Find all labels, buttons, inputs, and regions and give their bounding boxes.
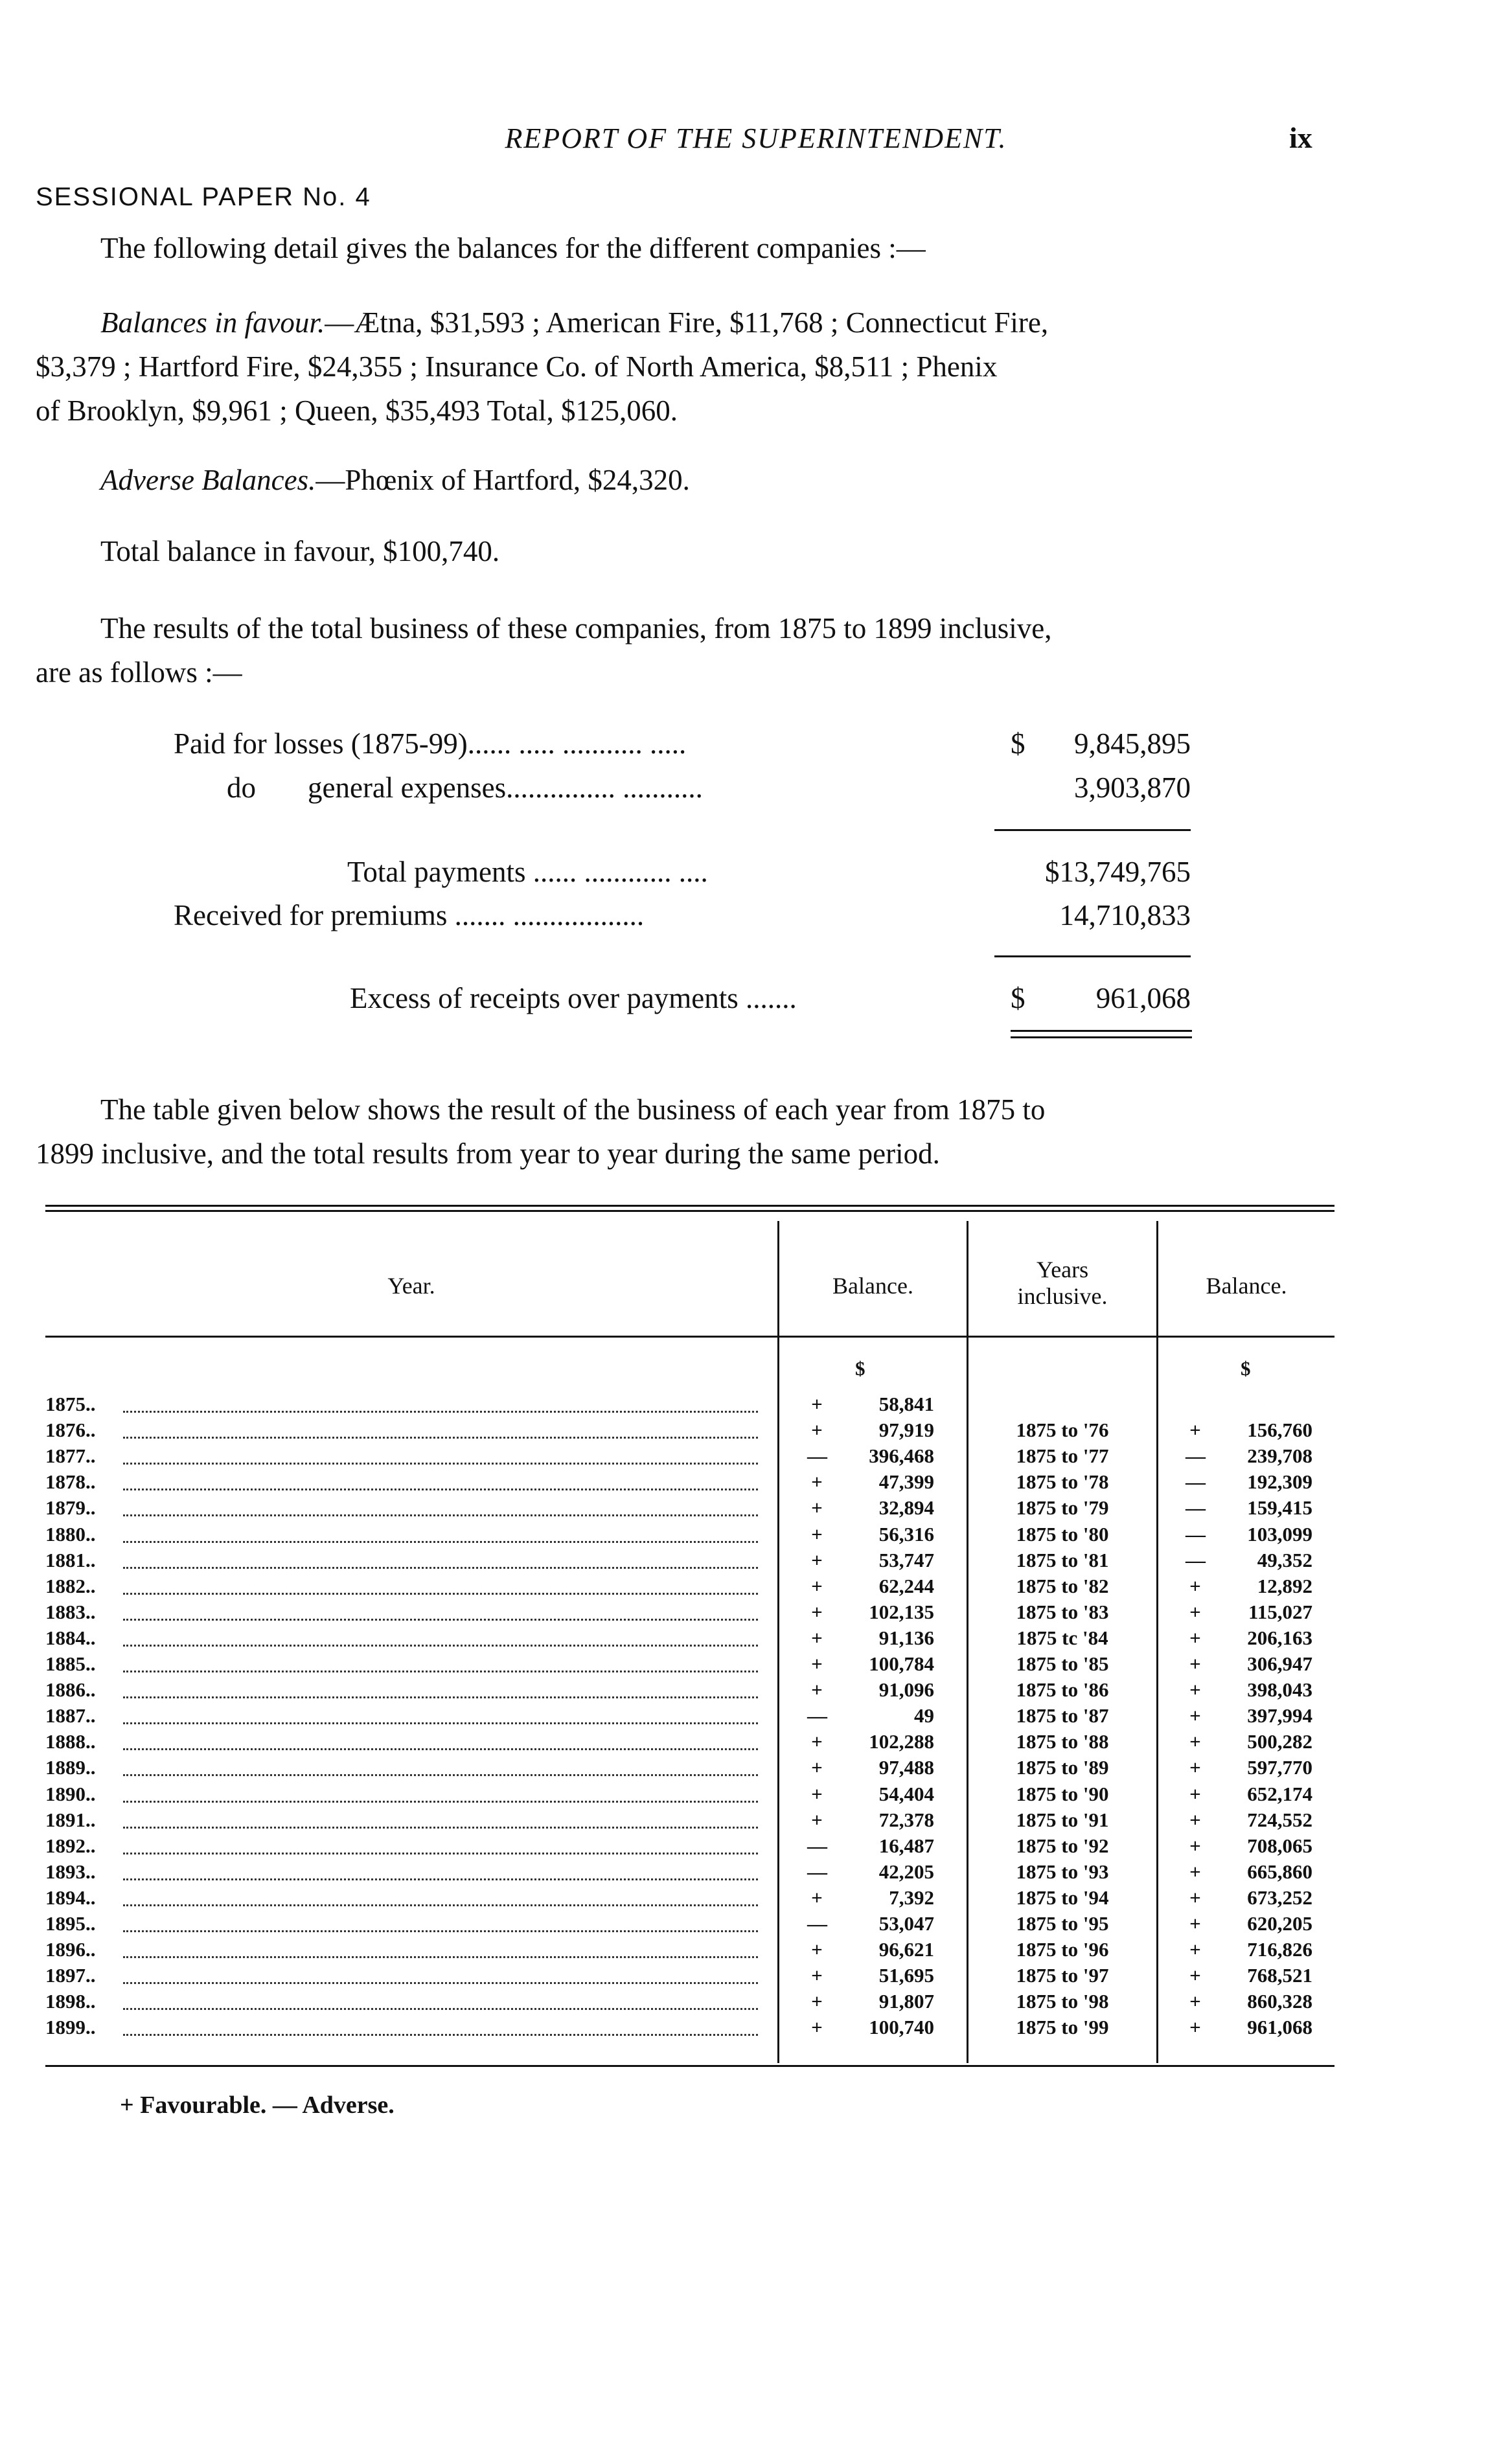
row-sign-cumulative: + bbox=[1189, 1730, 1201, 1753]
row-sign: — bbox=[807, 1860, 827, 1883]
row-leader-dots bbox=[123, 1593, 758, 1595]
row-year: 1895.. bbox=[45, 1912, 96, 1935]
running-head: REPORT OF THE SUPERINTENDENT. bbox=[505, 122, 1007, 154]
row-sign-cumulative: + bbox=[1189, 2016, 1201, 2039]
row-year: 1897.. bbox=[45, 1964, 96, 1987]
row-year: 1878.. bbox=[45, 1470, 96, 1494]
row-balance-cumulative: 49,352 bbox=[1257, 1548, 1312, 1571]
row-sign-cumulative: + bbox=[1189, 1756, 1201, 1779]
row-leader-dots bbox=[123, 1722, 758, 1724]
row-leader-dots bbox=[123, 1619, 758, 1621]
row-year: 1886.. bbox=[45, 1678, 96, 1702]
row-balance-cumulative: 156,760 bbox=[1247, 1419, 1312, 1442]
row-sign: + bbox=[811, 1938, 823, 1961]
unit-dollar-1: $ bbox=[855, 1357, 865, 1380]
row-sign-cumulative: + bbox=[1189, 1574, 1201, 1597]
row-years-range: 1875 to '79 bbox=[1016, 1496, 1109, 1520]
row-balance-cumulative: 500,282 bbox=[1247, 1730, 1312, 1753]
row-year: 1896.. bbox=[45, 1938, 96, 1961]
row-sign: + bbox=[811, 1990, 823, 2013]
row-balance: 53,047 bbox=[878, 1912, 934, 1935]
row-balance: 42,205 bbox=[878, 1860, 934, 1883]
row-sign: — bbox=[807, 1704, 827, 1728]
row-balance: 97,488 bbox=[878, 1756, 934, 1779]
row-sign: + bbox=[811, 1419, 823, 1442]
row-balance-cumulative: 716,826 bbox=[1247, 1938, 1312, 1961]
row-sign-cumulative: + bbox=[1189, 1704, 1201, 1728]
header-inclusive: inclusive. bbox=[1017, 1283, 1108, 1310]
excess-label: Excess of receipts over payments ....... bbox=[350, 982, 797, 1014]
row-balance: 100,740 bbox=[869, 2016, 934, 2039]
row-leader-dots bbox=[123, 1774, 758, 1776]
row-sign-cumulative: + bbox=[1189, 1990, 1201, 2013]
row-sign: + bbox=[811, 1600, 823, 1623]
row-sign: + bbox=[811, 1886, 823, 1909]
row-leader-dots bbox=[123, 1982, 758, 1984]
row-balance-cumulative: 860,328 bbox=[1247, 1990, 1312, 2013]
row-balance-cumulative: 724,552 bbox=[1247, 1808, 1312, 1831]
row-sign: + bbox=[811, 1964, 823, 1987]
header-year: Year. bbox=[387, 1273, 435, 1299]
row-balance-cumulative: 306,947 bbox=[1247, 1652, 1312, 1675]
row-sign-cumulative: — bbox=[1186, 1522, 1206, 1546]
row-sign-cumulative: + bbox=[1189, 1652, 1201, 1675]
row-leader-dots bbox=[123, 1437, 758, 1439]
row-year: 1893.. bbox=[45, 1860, 96, 1883]
row-years-range: 1875 to '77 bbox=[1016, 1444, 1109, 1468]
total-payments-label: Total payments ...... ............ .... bbox=[347, 856, 708, 888]
row-balance-cumulative: 103,099 bbox=[1247, 1522, 1312, 1546]
row-years-range: 1875 to '96 bbox=[1016, 1938, 1109, 1961]
row-leader-dots bbox=[123, 1878, 758, 1880]
row-sign-cumulative: + bbox=[1189, 1678, 1201, 1702]
row-balance-cumulative: 961,068 bbox=[1247, 2016, 1312, 2039]
row-leader-dots bbox=[123, 1956, 758, 1958]
row-balance-cumulative: 159,415 bbox=[1247, 1496, 1312, 1520]
row-sign-cumulative: + bbox=[1189, 1938, 1201, 1961]
favour-text-3: of Brooklyn, $9,961 ; Queen, $35,493 Total, $125,060. bbox=[36, 394, 678, 427]
row-years-range: 1875 to '76 bbox=[1016, 1419, 1109, 1442]
intro-text: The following detail gives the balances for the different companies :— bbox=[100, 232, 926, 264]
row-years-range: 1875 to '95 bbox=[1016, 1912, 1109, 1935]
row-sign: — bbox=[807, 1912, 827, 1935]
row-leader-dots bbox=[123, 2034, 758, 2036]
paid-losses-label: Paid for losses (1875-99)...... ..... ........... ..... bbox=[174, 727, 687, 760]
row-balance: 58,841 bbox=[878, 1393, 934, 1415]
row-balance-cumulative: 708,065 bbox=[1247, 1834, 1312, 1857]
row-leader-dots bbox=[123, 1930, 758, 1932]
row-leader-dots bbox=[123, 1671, 758, 1672]
row-balance: 53,747 bbox=[878, 1548, 934, 1571]
header-rule bbox=[45, 1336, 1334, 1338]
row-balance-cumulative: 768,521 bbox=[1247, 1964, 1312, 1987]
row-year: 1880.. bbox=[45, 1522, 96, 1546]
row-years-range: 1875 to '87 bbox=[1016, 1704, 1109, 1728]
row-leader-dots bbox=[123, 1904, 758, 1906]
premiums-label: Received for premiums ....... .................. bbox=[174, 899, 645, 931]
row-balance: 16,487 bbox=[878, 1834, 934, 1857]
row-years-range: 1875 to '81 bbox=[1016, 1548, 1109, 1571]
double-rule-bottom bbox=[1011, 1036, 1192, 1038]
header-balance-2: Balance. bbox=[1206, 1273, 1287, 1299]
adverse-label: Adverse Balances. bbox=[100, 464, 316, 496]
row-sign-cumulative: — bbox=[1186, 1470, 1206, 1494]
favour-paragraph-line1 bbox=[100, 301, 1048, 345]
row-balance-cumulative: 206,163 bbox=[1247, 1626, 1312, 1649]
row-sign-cumulative: + bbox=[1189, 1600, 1201, 1623]
row-years-range: 1875 to '78 bbox=[1016, 1470, 1109, 1494]
paid-losses-value: 9,845,895 bbox=[1074, 727, 1191, 760]
col-divider-2 bbox=[967, 1221, 968, 2063]
row-sign: + bbox=[811, 1548, 823, 1571]
row-year: 1890.. bbox=[45, 1782, 96, 1805]
adverse-paragraph bbox=[100, 459, 690, 503]
row-balance-cumulative: 652,174 bbox=[1247, 1782, 1312, 1805]
row-sign: + bbox=[811, 1393, 823, 1415]
row-years-range: 1875 to '99 bbox=[1016, 2016, 1109, 2039]
sessional-paper-label: SESSIONAL PAPER No. 4 bbox=[36, 183, 371, 211]
row-balance: 91,136 bbox=[878, 1626, 934, 1649]
row-years-range: 1875 to '83 bbox=[1016, 1600, 1109, 1623]
row-balance: 96,621 bbox=[878, 1938, 934, 1961]
row-balance-cumulative: 665,860 bbox=[1247, 1860, 1312, 1883]
row-balance: 100,784 bbox=[869, 1652, 934, 1675]
general-do: do bbox=[227, 771, 256, 804]
row-sign: + bbox=[811, 1496, 823, 1520]
row-leader-dots bbox=[123, 2008, 758, 2010]
row-balance-cumulative: 397,994 bbox=[1247, 1704, 1312, 1728]
excess-dollar: $ bbox=[1011, 982, 1025, 1014]
row-leader-dots bbox=[123, 1463, 758, 1465]
row-leader-dots bbox=[123, 1748, 758, 1750]
row-sign: + bbox=[811, 1730, 823, 1753]
subtotal-rule bbox=[994, 829, 1191, 831]
row-sign-cumulative: + bbox=[1189, 1964, 1201, 1987]
row-sign-cumulative: + bbox=[1189, 1834, 1201, 1857]
row-sign: + bbox=[811, 1756, 823, 1779]
row-balance: 7,392 bbox=[889, 1886, 934, 1909]
row-balance-cumulative: 192,309 bbox=[1247, 1470, 1312, 1494]
row-sign: + bbox=[811, 1808, 823, 1831]
row-leader-dots bbox=[123, 1827, 758, 1829]
col-divider-1 bbox=[777, 1221, 779, 2063]
row-balance: 51,695 bbox=[878, 1964, 934, 1987]
row-balance: 62,244 bbox=[878, 1574, 934, 1597]
row-years-range: 1875 to '80 bbox=[1016, 1522, 1109, 1546]
row-years-range: 1875 to '89 bbox=[1016, 1756, 1109, 1779]
row-year: 1883.. bbox=[45, 1600, 96, 1623]
row-sign: + bbox=[811, 1782, 823, 1805]
row-years-range: 1875 to '93 bbox=[1016, 1860, 1109, 1883]
row-balance-cumulative: 673,252 bbox=[1247, 1886, 1312, 1909]
row-year: 1891.. bbox=[45, 1808, 96, 1831]
row-sign-cumulative: + bbox=[1189, 1886, 1201, 1909]
row-year: 1882.. bbox=[45, 1574, 96, 1597]
row-year: 1879.. bbox=[45, 1496, 96, 1520]
row-balance: 102,288 bbox=[869, 1730, 934, 1753]
row-sign: + bbox=[811, 1522, 823, 1546]
row-leader-dots bbox=[123, 1567, 758, 1569]
row-year: 1881.. bbox=[45, 1548, 96, 1571]
row-balance-cumulative: 620,205 bbox=[1247, 1912, 1312, 1935]
general-expenses-label: general expenses............... ........... bbox=[308, 771, 703, 804]
favour-text-1: —Ætna, $31,593 ; American Fire, $11,768 ; Connecticut Fire, bbox=[325, 306, 1049, 339]
row-year: 1885.. bbox=[45, 1652, 96, 1675]
results-text-1: The results of the total business of these companies, from 1875 to 1899 inclusive, bbox=[100, 612, 1052, 645]
excess-value: 961,068 bbox=[1095, 982, 1191, 1014]
row-sign: + bbox=[811, 2016, 823, 2039]
header-years-inclusive bbox=[968, 1257, 1156, 1310]
row-years-range: 1875 to '94 bbox=[1016, 1886, 1109, 1909]
row-balance: 72,378 bbox=[878, 1808, 934, 1831]
footnote: + Favourable. — Adverse. bbox=[120, 2092, 395, 2119]
row-years-range: 1875 to '88 bbox=[1016, 1730, 1109, 1753]
general-expenses-value: 3,903,870 bbox=[1074, 771, 1191, 804]
row-years-range: 1875 to '91 bbox=[1016, 1808, 1109, 1831]
row-years-range: 1875 to '86 bbox=[1016, 1678, 1109, 1702]
adverse-text: —Phœnix of Hartford, $24,320. bbox=[315, 464, 690, 496]
row-year: 1887.. bbox=[45, 1704, 96, 1728]
row-leader-dots bbox=[123, 1853, 758, 1854]
row-balance: 91,096 bbox=[878, 1678, 934, 1702]
row-year: 1892.. bbox=[45, 1834, 96, 1857]
row-sign: — bbox=[807, 1834, 827, 1857]
row-year: 1898.. bbox=[45, 1990, 96, 2013]
double-rule-top bbox=[1011, 1030, 1192, 1032]
row-leader-dots bbox=[123, 1696, 758, 1698]
row-leader-dots bbox=[123, 1801, 758, 1803]
row-sign-cumulative: + bbox=[1189, 1626, 1201, 1649]
unit-dollar-2: $ bbox=[1241, 1357, 1251, 1380]
favour-label: Balances in favour. bbox=[100, 306, 325, 339]
header-years: Years bbox=[1036, 1257, 1089, 1283]
premiums-value: 14,710,833 bbox=[1059, 899, 1191, 931]
row-sign: + bbox=[811, 1470, 823, 1494]
row-years-range: 1875 to '97 bbox=[1016, 1964, 1109, 1987]
table-intro-1: The table given below shows the result of the business of each year from 1875 to bbox=[100, 1093, 1046, 1126]
row-sign-cumulative: + bbox=[1189, 1860, 1201, 1883]
total-payments-value: $13,749,765 bbox=[1045, 856, 1191, 888]
row-balance-cumulative: 239,708 bbox=[1247, 1444, 1312, 1468]
row-sign-cumulative: + bbox=[1189, 1419, 1201, 1442]
row-years-range: 1875 to '98 bbox=[1016, 1990, 1109, 2013]
row-year: 1884.. bbox=[45, 1626, 96, 1649]
row-leader-dots bbox=[123, 1645, 758, 1647]
table-bottom-rule bbox=[45, 2065, 1334, 2067]
row-year: 1899.. bbox=[45, 2016, 96, 2039]
row-sign-cumulative: — bbox=[1186, 1444, 1206, 1468]
row-sign-cumulative: + bbox=[1189, 1912, 1201, 1935]
results-text-2: are as follows :— bbox=[36, 656, 242, 689]
col-divider-3 bbox=[1156, 1221, 1158, 2063]
table-top-rule-2 bbox=[45, 1210, 1334, 1212]
row-sign: + bbox=[811, 1678, 823, 1702]
header-balance: Balance. bbox=[832, 1273, 913, 1299]
row-balance: 47,399 bbox=[878, 1470, 934, 1494]
row-years-range: 1875 tc '84 bbox=[1016, 1626, 1108, 1649]
total-balance-text: Total balance in favour, $100,740. bbox=[100, 535, 500, 567]
row-years-range: 1875 to '92 bbox=[1016, 1834, 1109, 1857]
total-rule bbox=[994, 955, 1191, 957]
row-balance-cumulative: 398,043 bbox=[1247, 1678, 1312, 1702]
row-balance: 54,404 bbox=[878, 1782, 934, 1805]
row-years-range: 1875 to '82 bbox=[1016, 1574, 1109, 1597]
row-balance-cumulative: 597,770 bbox=[1247, 1756, 1312, 1779]
row-year: 1877.. bbox=[45, 1444, 96, 1468]
row-balance-cumulative: 12,892 bbox=[1257, 1574, 1312, 1597]
row-balance-cumulative: 115,027 bbox=[1248, 1600, 1312, 1623]
row-leader-dots bbox=[123, 1541, 758, 1543]
row-year: 1894.. bbox=[45, 1886, 96, 1909]
row-year: 1888.. bbox=[45, 1730, 96, 1753]
row-sign-cumulative: + bbox=[1189, 1808, 1201, 1831]
row-leader-dots bbox=[123, 1489, 758, 1490]
favour-text-2: $3,379 ; Hartford Fire, $24,355 ; Insurance Co. of North America, $8,511 ; Phenix bbox=[36, 350, 998, 383]
row-years-range: 1875 to '90 bbox=[1016, 1782, 1109, 1805]
row-sign-cumulative: — bbox=[1186, 1496, 1206, 1520]
row-balance: 49 bbox=[914, 1704, 934, 1728]
row-balance: 97,919 bbox=[878, 1419, 934, 1442]
table-intro-2: 1899 inclusive, and the total results from year to year during the same period. bbox=[36, 1137, 940, 1170]
row-year: 1889.. bbox=[45, 1756, 96, 1779]
row-sign: + bbox=[811, 1574, 823, 1597]
paid-losses-dollar: $ bbox=[1011, 727, 1025, 760]
table-top-rule bbox=[45, 1205, 1334, 1207]
row-leader-dots bbox=[123, 1411, 758, 1413]
row-leader-dots bbox=[123, 1514, 758, 1516]
row-year: 1876.. bbox=[45, 1419, 96, 1442]
row-sign-cumulative: + bbox=[1189, 1782, 1201, 1805]
row-balance: 102,135 bbox=[869, 1600, 934, 1623]
row-year: 1875.. bbox=[45, 1393, 96, 1415]
row-sign-cumulative: — bbox=[1186, 1548, 1206, 1571]
row-sign: + bbox=[811, 1626, 823, 1649]
row-balance: 32,894 bbox=[878, 1496, 934, 1520]
row-balance: 91,807 bbox=[878, 1990, 934, 2013]
row-sign: + bbox=[811, 1652, 823, 1675]
row-years-range: 1875 to '85 bbox=[1016, 1652, 1109, 1675]
row-sign: — bbox=[807, 1444, 827, 1468]
row-balance: 396,468 bbox=[869, 1444, 934, 1468]
page-number: ix bbox=[1289, 121, 1312, 154]
row-balance: 56,316 bbox=[878, 1522, 934, 1546]
